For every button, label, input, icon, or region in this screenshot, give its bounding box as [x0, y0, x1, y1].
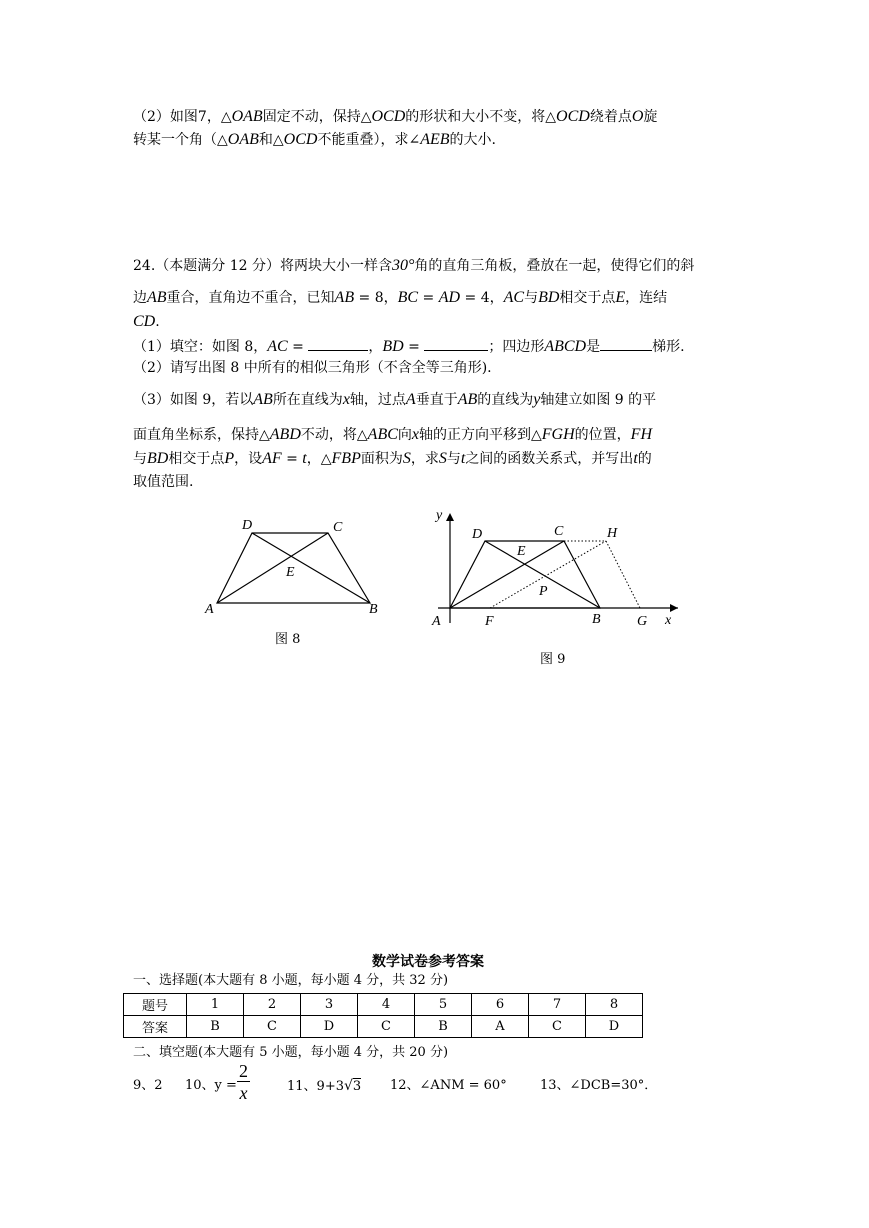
text: 轴建立如图 9 的平: [540, 392, 657, 408]
label-p: P: [539, 584, 548, 599]
math-text: AB: [457, 391, 478, 408]
table-row: [124, 994, 643, 1016]
text: ，求: [410, 451, 439, 467]
text: =: [403, 339, 425, 355]
math-text: 30°: [391, 257, 415, 274]
text: 转某一个角（△: [133, 132, 228, 148]
radicand: 3: [352, 1079, 362, 1094]
math-text: O: [631, 108, 644, 125]
line-hg: [606, 541, 640, 608]
table-cell: 7: [529, 994, 586, 1016]
figure-9-caption: 图 9: [540, 652, 566, 667]
label-h: H: [607, 526, 618, 541]
figure-8-caption: 图 8: [275, 632, 301, 647]
math-text: P: [224, 450, 235, 467]
text: = 4，: [460, 290, 504, 306]
text: =: [281, 451, 303, 467]
q23-line-2: [133, 131, 496, 149]
math-text: FH: [630, 426, 652, 443]
text: 的形状和大小不变，将△: [405, 109, 557, 125]
table-cell: 4: [358, 994, 415, 1016]
text: 轴，过点: [349, 392, 406, 408]
table-cell: D: [586, 1016, 643, 1038]
text: 与: [446, 451, 461, 467]
radical-sign: √: [343, 1078, 353, 1094]
text: （1）填空：如图 8，: [133, 339, 268, 355]
table-cell: 1: [187, 994, 244, 1016]
label-e: E: [286, 565, 295, 580]
text: = 8，: [354, 290, 398, 306]
math-text: AD: [438, 289, 461, 306]
text: 旋: [643, 109, 658, 125]
text: ，设: [234, 451, 263, 467]
table-header-cell: 题号: [124, 994, 187, 1016]
label-x: x: [665, 613, 672, 628]
answer-table: [123, 993, 643, 1038]
math-text: A: [405, 391, 416, 408]
math-text: AEB: [420, 131, 450, 148]
table-cell: B: [187, 1016, 244, 1038]
answer-blank: [600, 336, 652, 351]
answer-key-title: 数学试卷参考答案: [372, 954, 484, 970]
label-b: B: [369, 602, 378, 617]
figure-9: [428, 505, 688, 630]
math-text: S: [402, 450, 411, 467]
math-text: FBP: [331, 450, 361, 467]
table-row: [124, 1016, 643, 1038]
fraction-denominator: x: [239, 1083, 248, 1103]
math-text: AF: [262, 450, 282, 467]
q23-line-1: [133, 108, 657, 126]
math-text: E: [615, 289, 626, 306]
math-text: OAB: [227, 131, 259, 148]
q24-part-3-line-1: [133, 391, 656, 409]
q24-line-2: [133, 289, 667, 307]
label-c: C: [333, 520, 343, 535]
math-text: ABC: [367, 426, 398, 443]
math-text: x: [342, 391, 350, 408]
q24-line-1: [133, 257, 694, 275]
text: 相交于点: [559, 290, 616, 306]
text: ；四边形: [488, 339, 545, 355]
math-text: AB: [334, 289, 355, 306]
figure-9-diagram: [428, 505, 688, 630]
text: 固定不动，保持△: [262, 109, 372, 125]
text: 不动，将△: [300, 427, 368, 443]
math-text: AC: [503, 289, 525, 306]
text: 取值范围.: [133, 474, 194, 490]
q24-part-3-line-3: [133, 450, 652, 468]
math-text: AC: [267, 338, 288, 355]
table-cell: 6: [472, 994, 529, 1016]
label-a: A: [205, 602, 214, 617]
text: 面直角坐标系，保持△: [133, 427, 270, 443]
text: .: [155, 314, 160, 330]
table-cell: C: [358, 1016, 415, 1038]
math-text: OAB: [231, 108, 263, 125]
q24-part-3-line-4: [133, 473, 193, 491]
text: 的大小.: [449, 132, 496, 148]
math-text: BC: [397, 289, 419, 306]
text: ，△: [306, 451, 332, 467]
text: 与: [133, 451, 147, 467]
section-2-heading: 二、填空题(本大题有 5 小题，每小题 4 分，共 20 分): [133, 1045, 449, 1060]
table-cell: 2: [244, 994, 301, 1016]
math-text: BD: [538, 289, 560, 306]
text: 的: [637, 451, 652, 467]
text: 角的直角三角板，叠放在一起，使得它们的斜: [414, 258, 695, 274]
label-c: C: [554, 524, 564, 539]
text: =: [287, 339, 309, 355]
label-f: F: [485, 614, 494, 629]
math-text: t: [460, 450, 466, 467]
text: 重合，直角边不重合，已知: [166, 290, 335, 306]
table-cell: D: [301, 1016, 358, 1038]
math-text: t: [633, 450, 638, 467]
figure-8: [195, 510, 395, 625]
table-cell: C: [529, 1016, 586, 1038]
text: 边: [133, 290, 147, 306]
text: =: [418, 290, 439, 306]
q24-line-3: [133, 313, 160, 331]
x-axis-arrow: [670, 604, 678, 612]
math-text: AB: [253, 391, 273, 408]
answer-10-fraction: [237, 1061, 250, 1104]
answer-13: 13、∠DCB=30°．: [540, 1078, 658, 1093]
q24-part-3-line-2: [133, 426, 652, 444]
table-header-cell: 答案: [124, 1016, 187, 1038]
math-text: BD: [147, 450, 169, 467]
math-text: ABCD: [544, 338, 587, 355]
math-text: BD: [382, 338, 404, 355]
text: 向: [397, 427, 412, 443]
table-cell: B: [415, 1016, 472, 1038]
text: （3）如图 9，若以: [133, 392, 254, 408]
math-text: AB: [147, 289, 167, 306]
table-cell: C: [244, 1016, 301, 1038]
text: 是: [586, 339, 601, 355]
text: 相交于点: [168, 451, 225, 467]
math-text: FGH: [541, 426, 575, 443]
text: 不能重叠），求∠: [317, 132, 421, 148]
answer-9: 9、2: [133, 1078, 163, 1093]
text: 所在直线为: [272, 392, 343, 408]
text: 轴的正方向平移到△: [419, 427, 542, 443]
math-text: OCD: [556, 108, 590, 125]
text: （2）请写出图 8 中所有的相似三角形（不含全等三角形).: [133, 360, 492, 376]
table-cell: 3: [301, 994, 358, 1016]
math-text: S: [438, 450, 447, 467]
text: ，连结: [625, 290, 668, 306]
text: （2）如图7，△: [133, 109, 232, 125]
text: 垂直于: [415, 392, 458, 408]
q24-part-1: [133, 336, 685, 356]
text: 的直线为: [477, 392, 534, 408]
label-b: B: [592, 612, 601, 627]
text: 面积为: [360, 451, 403, 467]
text: 与: [524, 290, 539, 306]
table-cell: 5: [415, 994, 472, 1016]
text: 梯形.: [652, 339, 685, 355]
answer-10-label: 10、y =: [185, 1078, 237, 1093]
label-a: A: [432, 614, 441, 629]
text: ，: [368, 339, 383, 355]
table-cell: 8: [586, 994, 643, 1016]
math-text: ABD: [269, 426, 301, 443]
math-text: OCD: [371, 108, 406, 125]
math-text: x: [411, 426, 419, 443]
math-text: CD: [133, 313, 156, 330]
label-d: D: [472, 527, 483, 542]
fraction-numerator: 2: [239, 1061, 248, 1081]
label-y: y: [436, 508, 443, 523]
label-d: D: [242, 518, 253, 533]
y-axis-arrow: [446, 513, 454, 521]
q24-part-2: [133, 359, 492, 377]
answer-blank: [424, 336, 488, 351]
text: 11、9+3: [287, 1079, 344, 1094]
label-g: G: [637, 614, 648, 629]
figure-8-diagram: [195, 510, 395, 625]
math-text: y: [533, 391, 541, 408]
table-cell: A: [472, 1016, 529, 1038]
section-1-heading: 一、选择题(本大题有 8 小题，每小题 4 分，共 32 分): [133, 973, 449, 988]
math-text: t: [302, 450, 307, 467]
text: 的位置，: [574, 427, 631, 443]
text: 绕着点: [589, 109, 632, 125]
text: 24.（本题满分 12 分）将两块大小一样含: [133, 258, 392, 274]
label-e: E: [517, 544, 526, 559]
answer-12: 12、∠ANM = 60°: [390, 1078, 507, 1093]
math-text: OCD: [283, 131, 318, 148]
text: 之间的函数关系式，并写出: [465, 451, 634, 467]
text: 和△: [258, 132, 284, 148]
answer-11: [287, 1077, 361, 1096]
answer-blank: [308, 336, 368, 351]
